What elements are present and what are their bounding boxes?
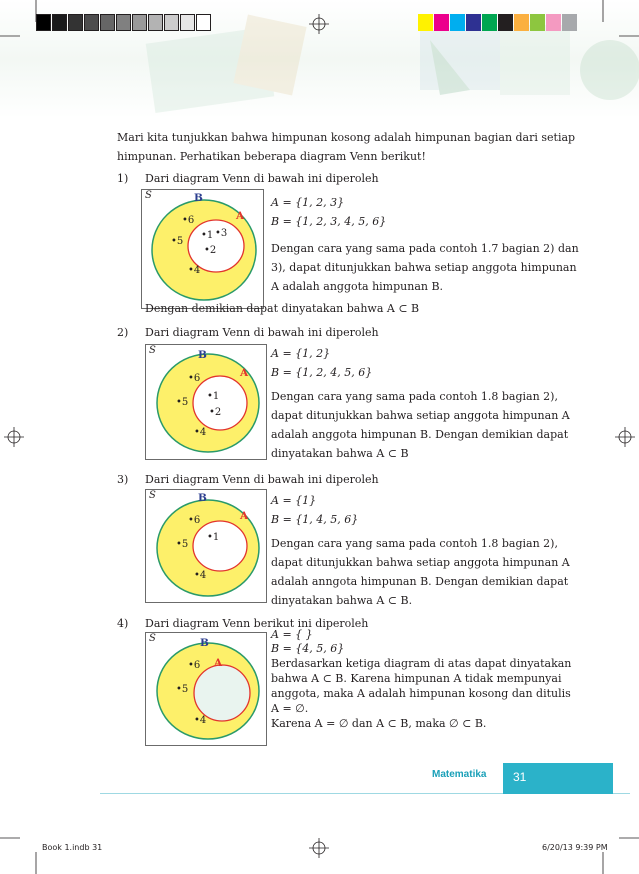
item-text: Dengan cara yang sama pada contoh 1.8 bagian 2), <box>271 390 558 403</box>
set-b-label: B <box>198 349 207 361</box>
venn-diagram-3 <box>145 489 267 603</box>
venn-shapes <box>146 345 266 459</box>
item-text: 3), dapat ditunjukkan bahwa setiap anggota himpunan <box>271 261 577 274</box>
set-a-definition: A = {1, 2} <box>271 347 331 360</box>
set-a-definition: A = {1, 2, 3} <box>271 196 345 209</box>
set-a-circle <box>194 665 250 721</box>
venn-diagram-2 <box>145 344 267 460</box>
set-b-label: B <box>194 192 203 204</box>
item-text: dapat ditunjukkan bahwa setiap anggota himpunan A <box>271 409 570 422</box>
item-text: dapat ditunjukkan bahwa setiap anggota himpunan A <box>271 556 570 569</box>
set-b-definition: B = {1, 4, 5, 6} <box>271 513 359 526</box>
item-number: 3) <box>117 473 129 486</box>
set-a-label: A <box>240 510 249 522</box>
item-text: anggota, maka A adalah himpunan kosong dan ditulis <box>271 687 571 700</box>
element: •5 <box>176 397 189 408</box>
element: •6 <box>188 373 201 384</box>
subject-label: Matematika <box>432 769 487 780</box>
element: •2 <box>204 245 217 256</box>
slug-file: Book 1.indb 31 <box>42 843 103 852</box>
set-a-definition: A = { } <box>271 628 313 641</box>
item-lead: Dari diagram Venn di bawah ini diperoleh <box>145 326 379 339</box>
element: •5 <box>176 684 189 695</box>
element: •4 <box>188 265 201 276</box>
intro-line-1: Mari kita tunjukkan bahwa himpunan kosong adalah himpunan bagian dari setiap <box>117 131 576 144</box>
universal-set-label: S <box>149 345 156 356</box>
universal-set-label: S <box>145 190 152 201</box>
set-a-definition: A = {1} <box>271 494 317 507</box>
item-number: 2) <box>117 326 129 339</box>
item-text: Dengan cara yang sama pada contoh 1.7 bagian 2) dan <box>271 242 579 255</box>
element: •3 <box>215 228 228 239</box>
item-number: 4) <box>117 617 129 630</box>
item-text: bahwa A ⊂ B. Karena himpunan A tidak mempunyai <box>271 672 562 685</box>
item-lead: Dari diagram Venn berikut ini diperoleh <box>145 617 369 630</box>
item-lead: Dari diagram Venn di bawah ini diperoleh <box>145 172 379 185</box>
element: •1 <box>207 532 220 543</box>
item-text: Dengan cara yang sama pada contoh 1.8 bagian 2), <box>271 537 558 550</box>
venn-shapes <box>142 190 263 308</box>
set-a-label: A <box>240 367 249 379</box>
set-a-label: A <box>236 210 245 222</box>
item-text: dinyatakan bahwa A ⊂ B <box>271 447 409 460</box>
element: •1 <box>207 391 220 402</box>
venn-shapes <box>146 490 266 602</box>
set-a-circle <box>193 376 247 430</box>
element: •6 <box>188 660 201 671</box>
page-number: 31 <box>513 770 527 784</box>
venn-shapes <box>146 633 266 745</box>
item-text: Berdasarkan ketiga diagram di atas dapat dinyatakan <box>271 657 572 670</box>
item-number: 1) <box>117 172 129 185</box>
element: •4 <box>194 715 207 726</box>
item-text: dinyatakan bahwa A ⊂ B. <box>271 594 413 607</box>
set-b-label: B <box>198 492 207 504</box>
item-conclusion: Dengan demikian dapat dinyatakan bahwa A ⊂ B <box>145 302 420 315</box>
item-conclusion: Karena A = ∅ dan A ⊂ B, maka ∅ ⊂ B. <box>271 717 487 730</box>
element: •6 <box>182 215 195 226</box>
element: •1 <box>201 230 214 241</box>
set-a-label: A <box>214 657 223 669</box>
intro-line-2: himpunan. Perhatikan beberapa diagram Venn berikut! <box>117 150 426 163</box>
element: •6 <box>188 515 201 526</box>
set-b-label: B <box>200 637 209 649</box>
set-a-circle <box>193 521 247 571</box>
element: •5 <box>176 539 189 550</box>
set-b-definition: B = {1, 2, 4, 5, 6} <box>271 366 373 379</box>
universal-set-label: S <box>149 633 156 644</box>
slug-date: 6/20/13 9:39 PM <box>542 843 608 852</box>
venn-diagram-4 <box>145 632 267 746</box>
element: •5 <box>171 236 184 247</box>
element: •2 <box>209 407 222 418</box>
item-text: A = ∅. <box>271 702 309 715</box>
venn-diagram-1 <box>141 189 264 309</box>
page-number-tab <box>503 763 613 794</box>
set-b-definition: B = {4, 5, 6} <box>271 642 345 655</box>
element: •4 <box>194 570 207 581</box>
item-lead: Dari diagram Venn di bawah ini diperoleh <box>145 473 379 486</box>
item-text: adalah anngota himpunan B. Dengan demikian dapat <box>271 575 569 588</box>
universal-set-label: S <box>149 490 156 501</box>
element: •4 <box>194 427 207 438</box>
item-text: adalah anggota himpunan B. Dengan demikian dapat <box>271 428 569 441</box>
set-b-definition: B = {1, 2, 3, 4, 5, 6} <box>271 215 387 228</box>
item-text: A adalah anggota himpunan B. <box>271 280 444 293</box>
